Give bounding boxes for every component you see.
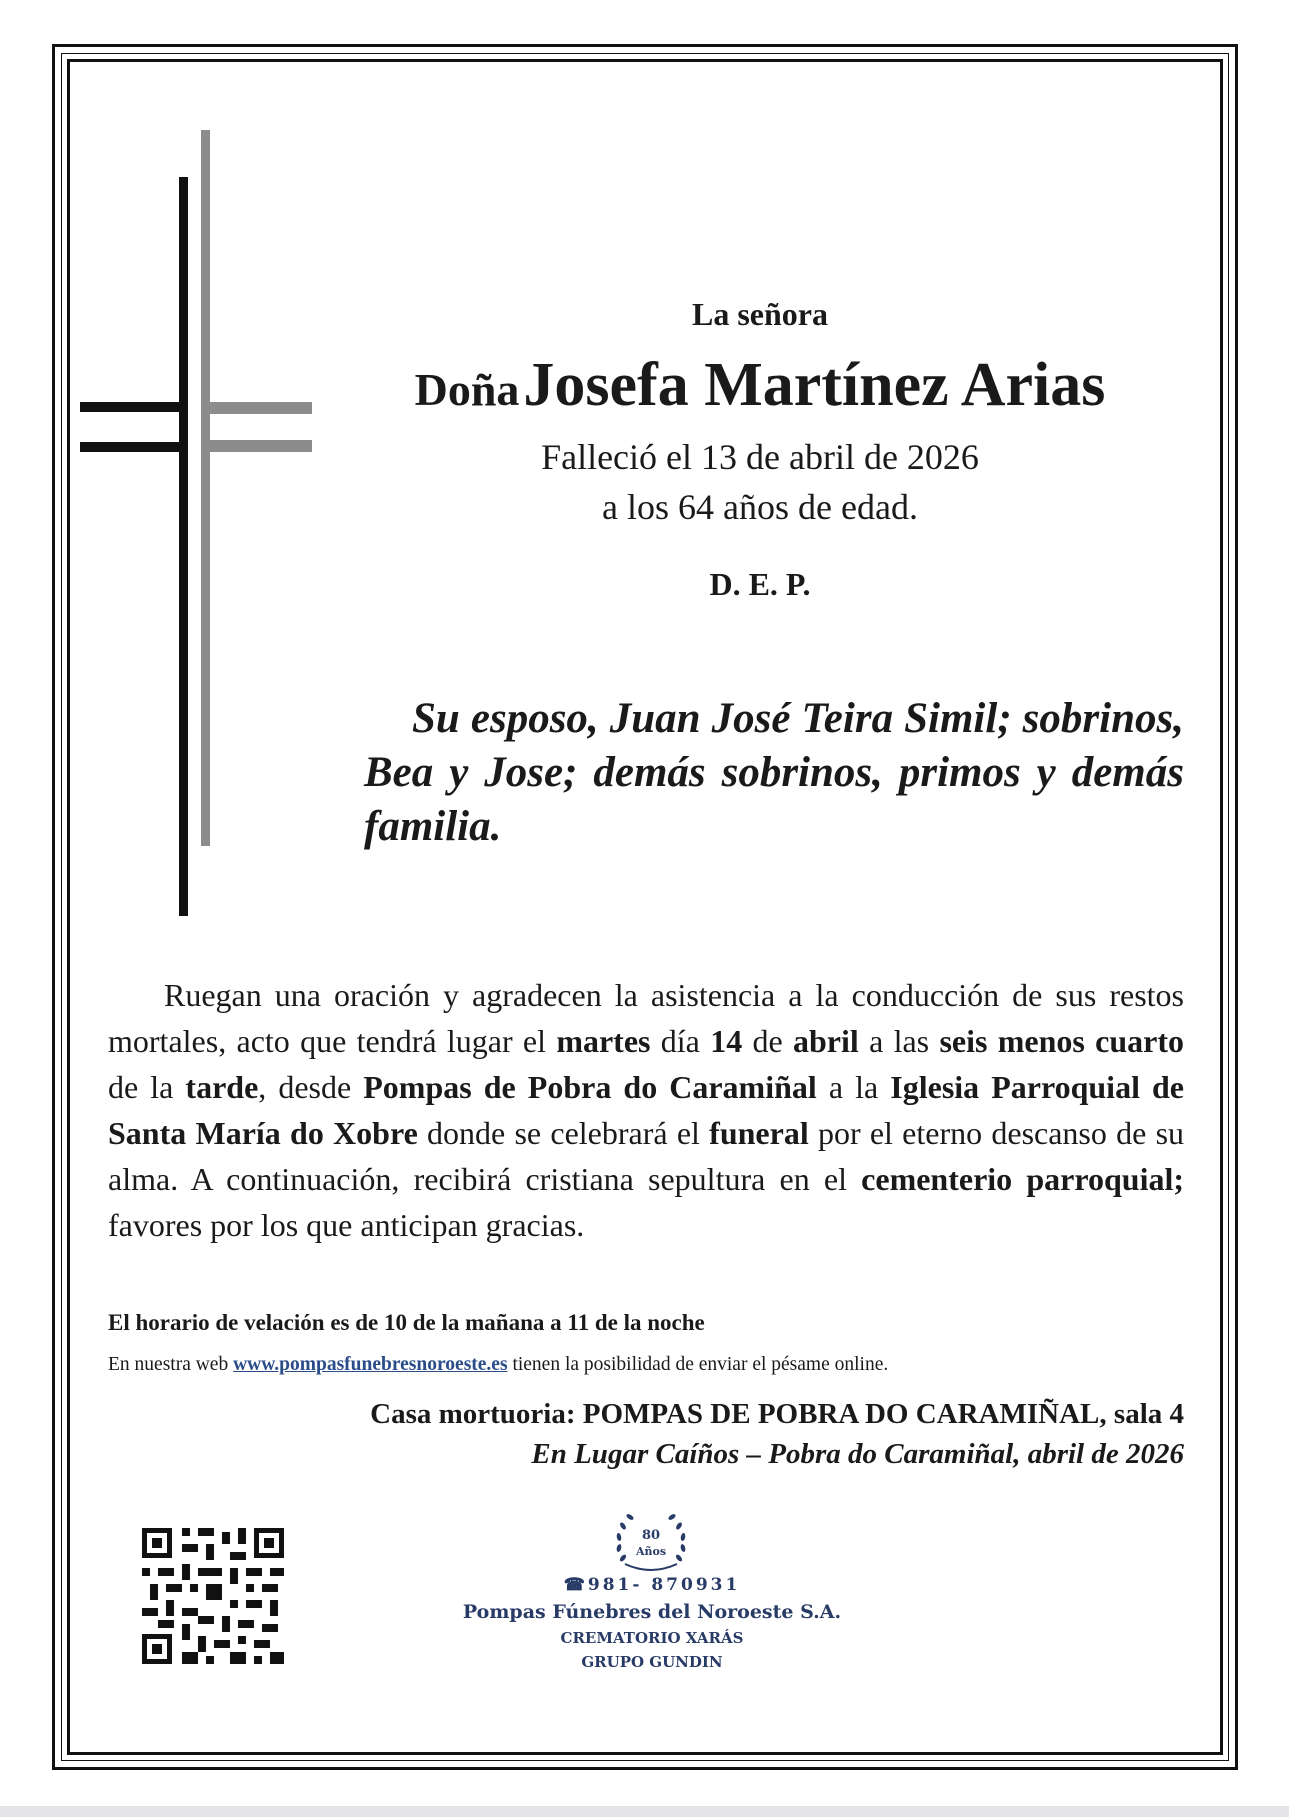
service-month: abril	[793, 1023, 859, 1059]
web-note-post: tienen la posibilidad de enviar el pésame online.	[507, 1354, 889, 1375]
family-text: Su esposo, Juan José Teira Simil; sobrinos, Bea y Jose; demás sobrinos, primos y demás familia.	[364, 695, 1184, 850]
cross-dark-lower-arm	[80, 442, 188, 452]
service-text-7: a la	[816, 1069, 891, 1105]
phone-icon: ☎	[563, 1575, 588, 1595]
death-info	[340, 432, 1180, 532]
deceased-name	[340, 350, 1180, 421]
service-funeral: funeral	[709, 1115, 809, 1151]
logo-word: Años	[635, 1545, 667, 1558]
dep-label: D. E. P.	[709, 566, 811, 602]
funeral-home-line	[108, 1398, 1184, 1431]
service-origin: Pompas de Pobra do Caramiñal	[363, 1069, 817, 1105]
name-main: Josefa Martínez Arias	[523, 351, 1106, 419]
cross-gray-lower-arm	[201, 440, 312, 452]
service-text-2: día	[650, 1023, 711, 1059]
service-time: seis menos cuarto	[939, 1023, 1185, 1059]
service-cemetery: cementerio parroquial;	[861, 1161, 1185, 1197]
cross-dark-upper-arm	[80, 402, 188, 412]
service-day: 14	[710, 1023, 743, 1059]
web-note-pre: En nuestra web	[108, 1354, 234, 1375]
company-line-1: CREMATORIO XARÁS	[560, 1629, 744, 1647]
service-period: tarde	[185, 1069, 259, 1105]
website-link[interactable]: www.pompasfunebresnoroeste.es	[233, 1354, 508, 1375]
service-day-name: martes	[556, 1023, 651, 1059]
logo-number: 80	[641, 1528, 661, 1543]
name-prefix: Doña	[414, 364, 520, 415]
service-text-9: por el eterno descanso de su alma. A continuación, recibirá cristiana sepultura en el	[108, 1115, 1185, 1197]
service-church: Iglesia Parroquial de Santa María do Xobre	[108, 1069, 1185, 1151]
bottom-bar	[0, 1806, 1289, 1817]
phone-line	[402, 1572, 902, 1598]
service-text-1: Ruegan una oración y agradecen la asistencia a la conducción de sus restos mortales, acto que tendrá lugar el	[108, 977, 1184, 1059]
cross-dark-vertical	[179, 177, 188, 916]
service-text-5: de la	[108, 1069, 186, 1105]
place-date: En Lugar Caíños – Pobra do Caramiñal, abril de 2026	[531, 1438, 1184, 1470]
company-name: Pompas Fúnebres del Noroeste S.A.	[462, 1601, 842, 1623]
service-text-6: , desde	[258, 1069, 364, 1105]
qr-code[interactable]	[142, 1528, 284, 1664]
cross-gray-vertical	[201, 130, 210, 846]
company-line-2: GRUPO GUNDIN	[581, 1653, 723, 1671]
anniversary-logo	[611, 1506, 691, 1574]
funeral-home-label: Casa mortuoria:	[370, 1398, 583, 1430]
service-text-10: favores por los que anticipan gracias.	[108, 1207, 585, 1243]
cross-icon	[80, 130, 312, 916]
intro-label: La señora	[692, 296, 828, 332]
funeral-home-name: POMPAS DE POBRA DO CARAMIÑAL	[582, 1398, 1100, 1430]
service-paragraph	[108, 972, 1184, 1248]
service-text-8: donde se celebrará el	[417, 1115, 710, 1151]
service-text-4: a las	[858, 1023, 940, 1059]
web-note	[108, 1354, 1184, 1376]
service-text-3: de	[742, 1023, 793, 1059]
viewing-hours: El horario de velación es de 10 de la mañana a 11 de la noche	[108, 1310, 705, 1335]
company-info	[402, 1572, 902, 1674]
phone-number: 981- 870931	[587, 1575, 741, 1595]
death-age: a los 64 años de edad.	[602, 487, 918, 527]
death-date: Falleció el 13 de abril de 2026	[541, 437, 979, 477]
cross-gray-upper-arm	[201, 402, 312, 414]
funeral-home-room: , sala 4	[1099, 1398, 1184, 1430]
